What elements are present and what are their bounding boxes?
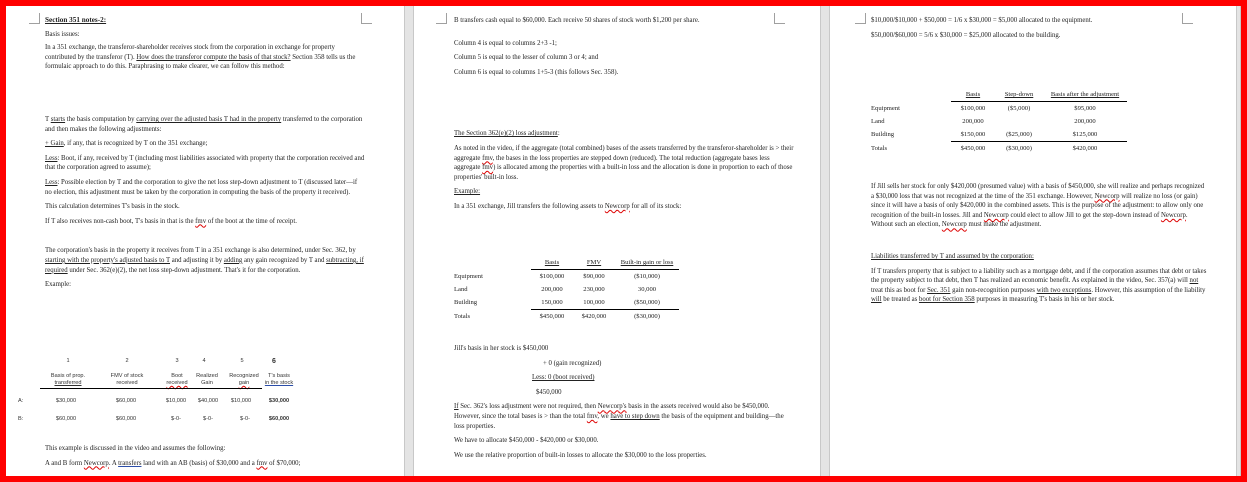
crop-mark (29, 13, 40, 24)
table-row: Totals $450,000 $420,000 ($30,000) (454, 312, 660, 320)
table-row: Building $150,000 ($25,000) $125,000 (871, 128, 1127, 142)
document-viewport[interactable] (6, 6, 1241, 476)
table-row: Equipment $100,000 ($5,000) $95,000 (871, 104, 1096, 112)
column-5-rule: Column 5 is equal to the lesser of column 3 or 4; and (454, 54, 599, 62)
page-gutter (404, 6, 414, 476)
starts-paragraph: T starts the basis computation by carrying over the adjusted basis T had in the property transferred to the corporation and then makes the following adjustments: (45, 115, 363, 133)
table-row: Totals $450,000 ($30,000) $420,000 (871, 144, 1098, 152)
page-gutter (820, 6, 830, 476)
plus-gain-text: + 0 (gain recognized) (543, 359, 602, 367)
basis-result: $450,000 (536, 388, 562, 396)
gain-adjustment: + Gain, if any, that is recognized by T on the 351 exchange; (45, 140, 208, 148)
table-row: Equipment $100,000 $90,000 ($10,000) (454, 272, 660, 280)
crop-mark (436, 13, 447, 24)
relative-proportion-text: We use the relative proportion of built-in losses to allocate the $30,000 to the loss properties. (454, 451, 707, 459)
loss-adjustment-heading: The Section 362(e)(2) loss adjustment: (454, 130, 560, 138)
table-row: Land 200,000 230,000 30,000 (454, 286, 657, 293)
page-3 (830, 6, 1236, 476)
column-6-rule: Column 6 is equal to columns 1+5-3 (this follows Sec. 358). (454, 68, 619, 76)
table-row: Building 150,000 100,000 ($50,000) (454, 296, 679, 310)
example-label: Example: (454, 188, 481, 196)
corporation-basis-paragraph: The corporation's basis in the property it receives from T in a 351 exchange is also determined, under Sec. 362, by starting with the property's adjusted basis to T and adjusting it by adding any gain recognized by T and subtracting, if required under Sec. 362(e)(2), the net loss step-down adjustment. That's it for the corporation. (45, 247, 364, 274)
basis-example-table: 1 2 3 4 5 6 Basis of prop. transferred FMV of stock received Boot received Realized Gain Recognized gain T's basis in the stock A: $30,000 $60,000 $10,000 $40,000 $10,000 $30,000 B: $60,000 $60,000 $-0- $-0- $-0- $60,000 (18, 358, 294, 422)
page-title: Section 351 notes-2: (45, 16, 107, 24)
b-transfers-text: B transfers cash equal to $60,000. Each receive 50 shares of stock worth $1,200 per share. (454, 17, 700, 24)
loss-adjustment-paragraph: As noted in the video, if the aggregate (total combined) bases of the assets transferred by the transferor-shareholder is > their aggregate fmv, the bases in the loss properties are stepped down (reduced). The total reduction (aggregate bases less aggregate fmv) is allocated among the properties with a built-in loss and the allocation is done in proportion to each of those properties' built-in loss. (454, 144, 794, 181)
noncash-boot-text: If T also receives non-cash boot, T's basis in that is the fmv of the boot at the time of receipt. (45, 217, 297, 225)
jill-basis-text: Jill's basis in her stock is $450,000 (454, 345, 549, 352)
jill-transfer-text: In a 351 exchange, Jill transfers the following assets to Newcorp for all of its stock: (454, 202, 682, 210)
less-boot-text: Less: 0 (boot received) (532, 374, 595, 382)
liabilities-heading: Liabilities transferred by T and assumed by the corporation: (871, 252, 1034, 260)
header-rule (40, 388, 262, 389)
intro-paragraph: In a 351 exchange, the transferor-shareholder receives stock from the corporation in exchange for property contributed by the transferor (T). How does the transferor compute the basis of that stock? Section 358 tells us the formulaic approach to do this. Paraphrasing to make clearer, we can follow this method: (45, 44, 356, 71)
page-1 (6, 6, 404, 476)
assets-table: Basis FMV Built-in gain or loss Equipment $100,000 $90,000 ($10,000) Land 200,000 230,000 30,000 Building 150,000 100,000 ($50,000) Totals $450,000 $420,000 ($30,000) (454, 256, 679, 323)
building-allocation-calc: $50,000/$60,000 = 5/6 x $30,000 = $25,000 allocated to the building. (871, 31, 1061, 39)
crop-mark (855, 13, 866, 24)
discussed-text: This example is discussed in the video and assumes the following: (45, 445, 226, 452)
determines-text: This calculation determines T's basis in the stock. (45, 203, 180, 211)
page-2 (414, 6, 820, 476)
stepdown-table: Basis Step-down Basis after the adjustment Equipment $100,000 ($5,000) $95,000 Land 200,000 200,000 Building $150,000 ($25,000) $125,000 Totals $450,000 ($30,000) $420,000 (871, 88, 1127, 155)
jill-sells-paragraph: If Jill sells her stock for only $420,000 (presumed value) with a basis of $450,000, she will realize and perhaps recognized a $30,000 loss that was not recognized at the time of the 351 exchange. However, Newcorp will realize no loss (or gain) since it will have a basis of only $420,000 in the combined assets. This is the purpose of the adjustment: to allow only one recognition of the built-in losses. Jill and Newcorp could elect to allow Jill to get the step-down instead of Newcorp. Without such an election, Newcorp must make the adjustment. (871, 183, 1205, 229)
page-gutter (1236, 6, 1241, 476)
example-label: Example: (45, 281, 72, 289)
if-not-required-paragraph: If Sec. 362's loss adjustment were not required, then Newcorp's basis in the assets received would also be $450,000. However, since the total bases is > than the total fmv, we have to step down the basis of the equipment and building—the loss properties. (454, 403, 784, 430)
ab-form-newcorp-text: A and B form Newcorp. A transfers land with an AB (basis) of $30,000 and a fmv of $70,000; (45, 459, 301, 467)
table-row: Land 200,000 200,000 (871, 118, 1096, 125)
equipment-allocation-calc: $10,000/$10,000 + $50,000 = 1/6 x $30,000 = $5,000 allocated to the equipment. (871, 17, 1093, 24)
boot-adjustment: Less: Boot, if any, received by T (including most liabilities associated with property that the corporation received and that the corporation agreed to assume); (45, 154, 365, 172)
liabilities-paragraph: If T transfers property that is subject to a liability such as a mortgage debt, and if the corporation assumes that debt or takes the property subject to that debt, then T has realized an economic benefit. As explained in the video, Sec. 357(a) will not treat this as boot for Sec. 351 gain non-recognition purposes with two exceptions. However, this assumption of the liability will be treated as boot for Section 358 purposes in measuring T's basis in his or her stock. (871, 267, 1207, 304)
column-4-rule: Column 4 is equal to columns 2+3 -1; (454, 39, 557, 47)
allocate-text: We have to allocate $450,000 - $420,000 or $30,000. (454, 437, 599, 445)
election-adjustment: Less: Possible election by T and the corporation to give the net loss step-down adjustment to T (discussed later—if no election, this adjustment must be taken by the corporation in computing the basis of the property it received). (45, 178, 358, 196)
basis-issues-label: Basis issues: (45, 30, 80, 38)
